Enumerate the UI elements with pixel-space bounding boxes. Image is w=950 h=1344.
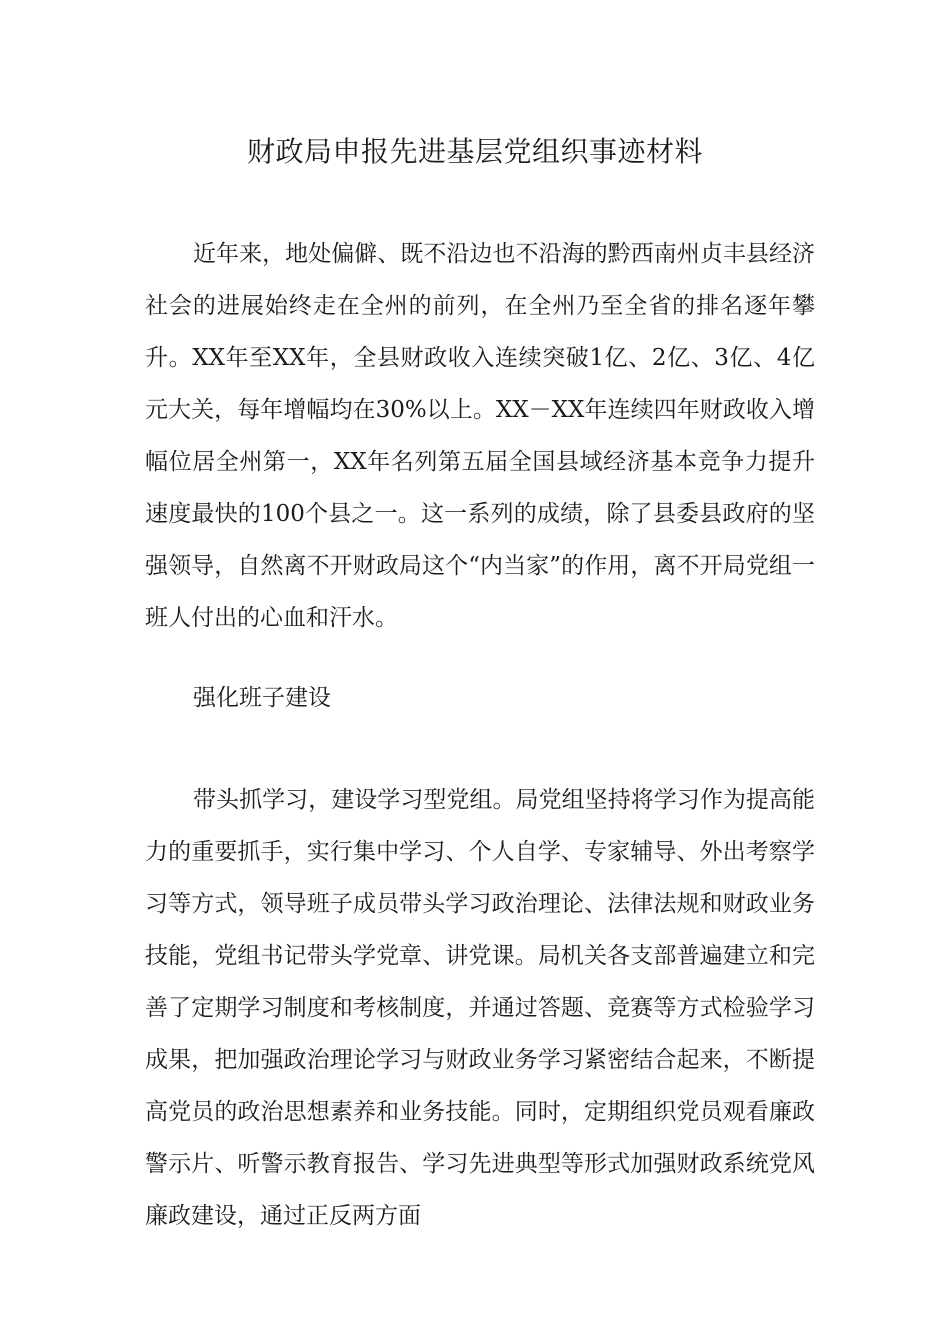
intro-paragraph: 近年来，地处偏僻、既不沿边也不沿海的黔西南州贞丰县经济社会的进展始终走在全州的前列，在全州乃至全省的排名逐年攀升。XX年至XX年，全县财政收入连续突破1亿、2亿、3亿、4亿元大关，每年增幅均在30%以上。XX－XX年连续四年财政收入增幅位居全州第一，XX年名列第五届全国县域经济基本竞争力提升速度最快的100个县之一。这一系列的成绩，除了县委县政府的坚强领导，自然离不开财政局这个“内当家”的作用，离不开局党组一班人付出的心血和汗水。 — [145, 241, 815, 631]
section-heading: 强化班子建设 — [193, 685, 331, 711]
document-title: 财政局申报先进基层党组织事迹材料 — [246, 135, 703, 168]
section-paragraph: 带头抓学习，建设学习型党组。局党组坚持将学习作为提高能力的重要抓手，实行集中学习、个人自学、专家辅导、外出考察学习等方式，领导班子成员带头学习政治理论、法律法规和财政业务技能，党组书记带头学党章、讲党课。局机关各支部普遍建立和完善了定期学习制度和考核制度，并通过答题、竞赛等方式检验学习成果，把加强政治理论学习与财政业务学习紧密结合起来，不断提高党员的政治思想素养和业务技能。同时，定期组织党员观看廉政警示片、听警示教育报告、学习先进典型等形式加强财政系统党风廉政建设，通过正反两方面 — [145, 787, 815, 1229]
